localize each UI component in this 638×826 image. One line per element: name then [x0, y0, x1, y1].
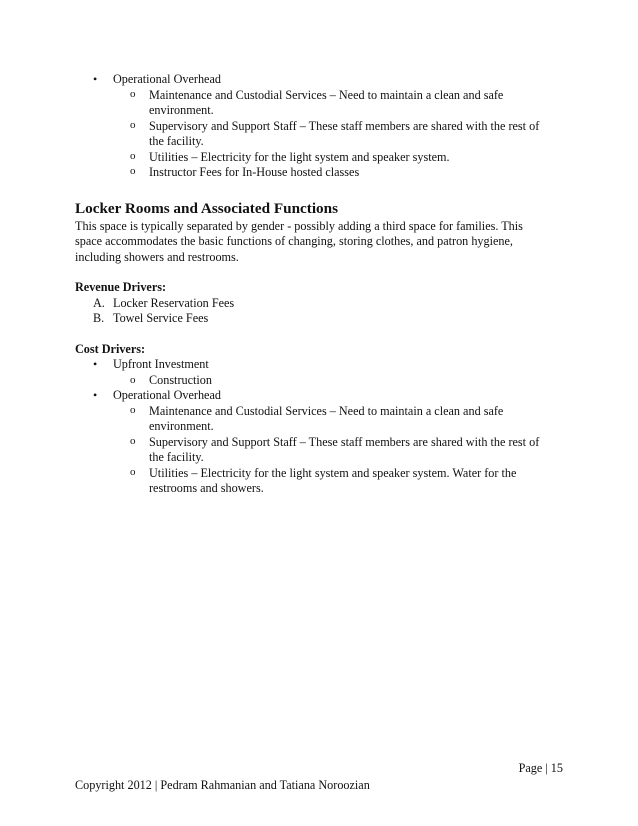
revenue-item — [75, 311, 565, 327]
bullet-item — [75, 72, 565, 88]
page-content — [75, 72, 565, 497]
section-heading: Locker Rooms and Associated Functions — [75, 199, 338, 217]
sub-bullet-text: Construction — [149, 372, 212, 387]
sub-bullet-text: Supervisory and Support Staff – These staff members are shared with the rest of — [149, 434, 540, 449]
copyright-footer: Copyright 2012 | Pedram Rahmanian and Tatiana Noroozian — [75, 778, 370, 792]
bullet-marker: • — [93, 388, 98, 402]
section-paragraph — [75, 219, 565, 266]
sub-bullet-item — [75, 119, 565, 150]
sub-bullet-text: Utilities – Electricity for the light system and speaker system. — [149, 149, 450, 164]
cost-drivers-heading: Cost Drivers: — [75, 341, 146, 356]
bullet-marker: • — [93, 72, 98, 86]
sub-bullet-text: Maintenance and Custodial Services – Need to maintain a clean and safe — [149, 87, 504, 102]
sub-bullet-marker: o — [130, 373, 136, 386]
paragraph-line: This space is typically separated by gender - possibly adding a third space for families. This — [75, 218, 523, 233]
revenue-item-label: Locker Reservation Fees — [113, 295, 235, 310]
sub-bullet-item — [75, 404, 565, 435]
sub-bullet-text: Maintenance and Custodial Services – Need to maintain a clean and safe — [149, 403, 504, 418]
list-marker: A. — [93, 295, 105, 310]
sub-bullet-item — [75, 165, 565, 181]
sub-bullet-text: environment. — [149, 419, 214, 433]
bullet-label: Operational Overhead — [113, 388, 221, 402]
sub-bullet-text: the facility. — [149, 450, 204, 464]
sub-bullet-item — [75, 150, 565, 166]
sub-bullet-marker: o — [130, 465, 136, 478]
sub-bullet-marker: o — [130, 149, 136, 162]
sub-bullet-text: environment. — [149, 103, 214, 117]
bullet-item — [75, 357, 565, 373]
sub-bullet-item — [75, 88, 565, 119]
sub-bullet-item — [75, 466, 565, 497]
sub-bullet-text: Instructor Fees for In-House hosted classes — [149, 165, 360, 179]
paragraph-line: space accommodates the basic functions of changing, storing clothes, and patron hygiene, — [75, 234, 513, 248]
page-number: Page | 15 — [518, 761, 563, 775]
bullet-marker: • — [93, 357, 98, 371]
revenue-item-label: Towel Service Fees — [113, 311, 209, 325]
sub-bullet-item — [75, 435, 565, 466]
sub-bullet-marker: o — [130, 165, 136, 177]
bullet-item — [75, 388, 565, 404]
list-marker: B. — [93, 311, 105, 325]
sub-bullet-text: Supervisory and Support Staff – These staff members are shared with the rest of — [149, 118, 540, 133]
sub-bullet-marker: o — [130, 118, 136, 131]
sub-bullet-marker: o — [130, 87, 136, 100]
bullet-label: Upfront Investment — [113, 357, 209, 371]
sub-bullet-item — [75, 373, 565, 389]
sub-bullet-marker: o — [130, 434, 136, 447]
revenue-drivers-heading: Revenue Drivers: — [75, 280, 167, 294]
paragraph-line: including showers and restrooms. — [75, 249, 239, 264]
sub-bullet-marker: o — [130, 403, 136, 416]
sub-bullet-text: restrooms and showers. — [149, 481, 264, 495]
sub-bullet-text: the facility. — [149, 134, 204, 148]
revenue-item — [75, 296, 565, 312]
bullet-label: Operational Overhead — [113, 72, 221, 86]
sub-bullet-text: Utilities – Electricity for the light system and speaker system. Water for the — [149, 465, 517, 480]
